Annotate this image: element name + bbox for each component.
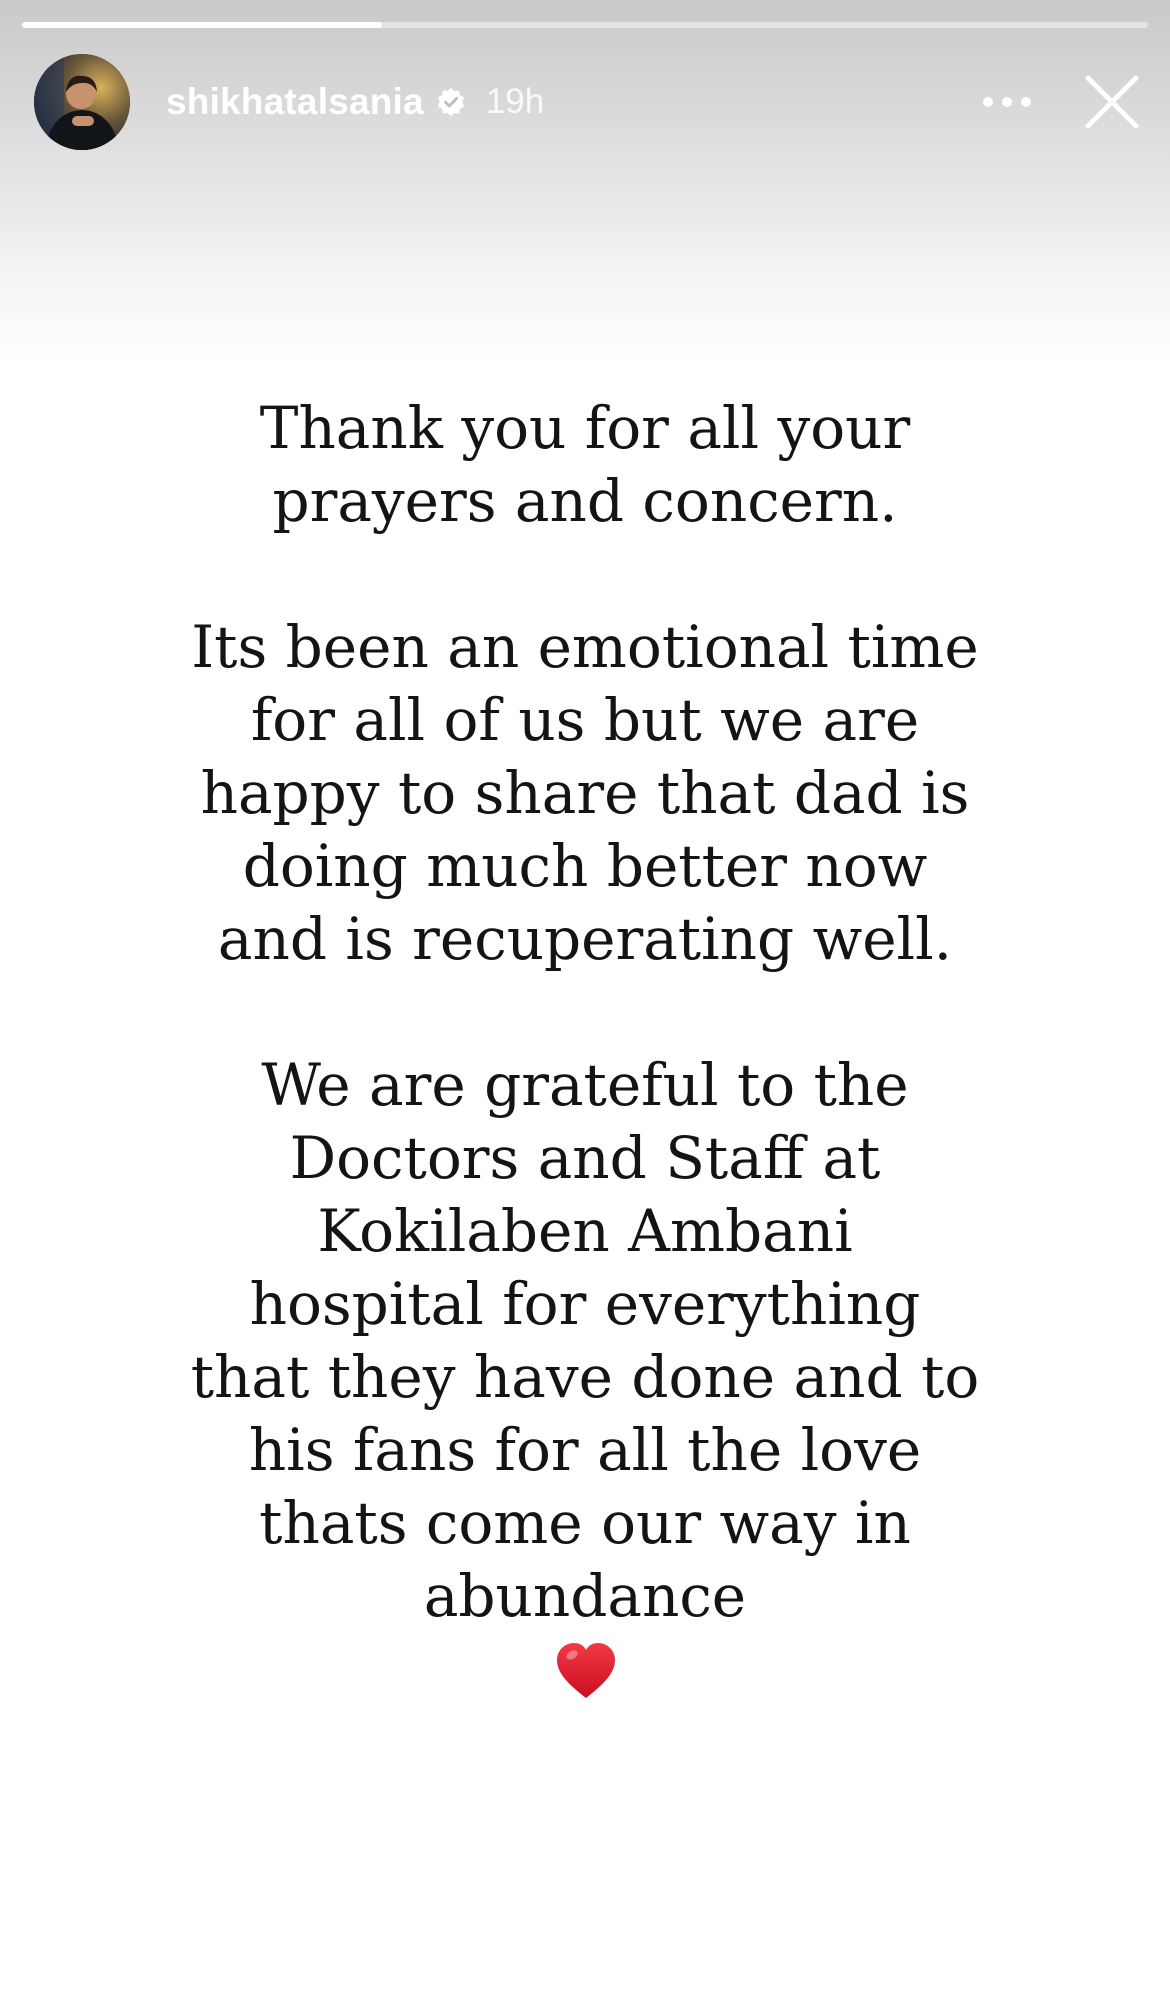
message-paragraph: Its been an emotional time for all of us but we are happy to share that dad is doing much better now and is recuperating well. (191, 613, 979, 973)
verified-badge-icon (436, 87, 466, 117)
story-progress-fill (22, 22, 382, 28)
more-horizontal-icon (982, 96, 1032, 108)
story-message (110, 392, 1060, 1633)
close-icon (1082, 72, 1142, 132)
close-button[interactable] (1080, 70, 1144, 134)
message-paragraph: Thank you for all your prayers and concern. (259, 394, 911, 535)
post-time: 19h (485, 82, 545, 121)
story-progress-bar (22, 22, 1148, 28)
story-header (34, 52, 1144, 152)
avatar-image (34, 54, 130, 150)
more-options-button[interactable] (972, 72, 1042, 132)
red-heart-emoji (554, 1640, 618, 1704)
message-paragraph: We are grateful to the Doctors and Staff at Kokilaben Ambani hospital for everything that they have done and to his fans for all the love thats come our way in abundance (190, 1051, 980, 1630)
avatar[interactable] (34, 54, 130, 150)
username[interactable]: shikhatalsania (166, 81, 424, 122)
